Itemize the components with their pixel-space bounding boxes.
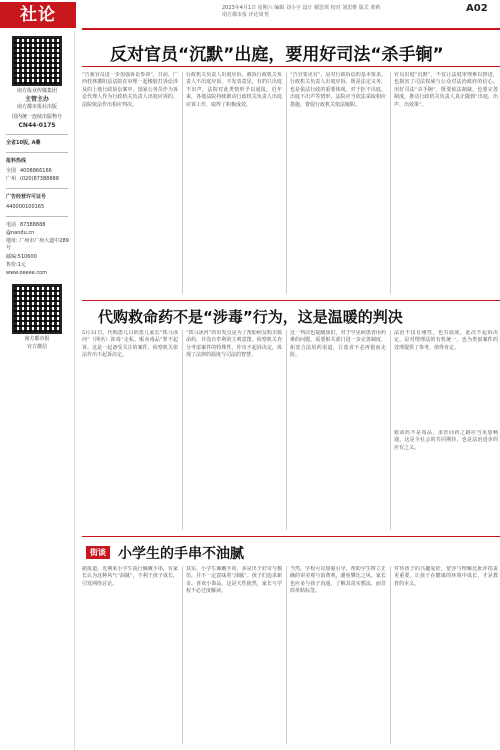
- column-divider: [182, 72, 183, 294]
- sidebar-divider: [6, 152, 68, 153]
- article-column: “铁马冰河”的出发点是为了帮助病友购买救命药，并没有牟利的主观意图。检察机关充分考虑案件的特殊性，作出不起诉决定，体现了法律的温度与司法的智慧。: [186, 330, 282, 359]
- price: 售价:1元: [6, 262, 26, 268]
- hotline-label: 全国: [6, 168, 17, 174]
- page-number: A02: [466, 3, 488, 14]
- article-headline: 小学生的手串不油腻: [118, 546, 244, 562]
- article-column: 当然，学校可以加强引导，帮助学生树立正确的审美观与消费观，避免攀比之风。家长也应多与孩子沟通，了解其真实想法，而非简单贴标签。: [290, 566, 386, 595]
- article-column: “告我官员进一步加强诉讼参训”，日前，广西桂林灌阳县法院在审理一起橡胶打诉讼涉及的上地行政诉讼案中，国家公务员作为诉讼代理人作为行政机关负责人出庭应诉的，法院依法作出相应判决。: [82, 72, 178, 108]
- column-divider: [182, 566, 183, 744]
- column-divider: [286, 566, 287, 744]
- publication-credit: 南方都市报 评论周刊: [222, 12, 269, 18]
- qr-caption: 南方都市报: [24, 336, 50, 342]
- hotline-number: 4008866166: [20, 168, 52, 174]
- header-divider: [82, 28, 500, 30]
- headline-rule: [82, 66, 500, 67]
- section-tag: 社论: [0, 2, 76, 28]
- page-header: [0, 0, 500, 30]
- qr-code-icon[interactable]: [12, 36, 62, 86]
- issn-label: 国内统一连续出版物号: [11, 114, 62, 120]
- section-rule: [82, 536, 500, 537]
- article-headline: 代购救命药不是“涉毒”行为，这是温暖的判决: [98, 308, 403, 326]
- publisher-role: 主管主办: [24, 96, 49, 103]
- article-column: 行政机关负责人出庭应诉，被诉行政机关负责人不出庭应诉，不发表意见，有的只出庭不出声，法院对此类情形予以通报。近年来，各地法院持续推动行政机关负责人出庭应诉工作，取得了积极成效。: [186, 72, 282, 108]
- article-column: 法治不仅有刚性，也有温度。此次不起诉决定，是对情理法的有机统一，也为类似案件的处理提供了参考，值得肯定。: [394, 330, 498, 351]
- license-title: 广告经营许可证号: [6, 194, 47, 200]
- article-column: 官员出庭“沉默”，不仅让法庭审理难以推进，也损害了司法权威与公众对法治政府的信心。用好司法“杀手锏”，既要依法制裁，也要完善制度，推动行政机关负责人真正做到“出庭、出声、出效果”。: [394, 72, 498, 108]
- phone-label: 电话: [6, 222, 17, 228]
- sidebar-divider: [6, 188, 68, 189]
- article-column: “告官要见官”，是对行政诉讼的基本要求。行政机关负责人出庭应诉，既是法定义务，也是依法行政的重要体现。对于拒不出庭、出庭不出声等情形，法院应当依法采取相应措施，督促行政机关依法履职。: [290, 72, 386, 108]
- issn-number: CN44-0175: [18, 122, 56, 129]
- email-domain: @nandu.cn: [6, 230, 35, 236]
- qr-code-icon[interactable]: [12, 284, 62, 334]
- hotline-title: 报料热线: [6, 158, 27, 164]
- section-rule: [82, 300, 500, 301]
- website-link[interactable]: www.oeeee.com: [6, 270, 48, 276]
- article-column: 对待孩子的兴趣爱好，宽容与理解比批评指责更重要。让孩子在健康的环境中成长，才是教育的本义。: [394, 566, 498, 587]
- column-badge: 街谈: [86, 546, 110, 559]
- guangzhou-label: 广州: [6, 176, 17, 182]
- edition-info: 全省10版, A叠: [6, 140, 41, 146]
- article-headline: 反对官员“沉默”出庭，要用好司法“杀手锏”: [110, 45, 444, 65]
- sidebar-divider: [6, 134, 68, 135]
- column-divider: [182, 330, 183, 530]
- column-divider: [286, 330, 287, 530]
- column-divider: [390, 566, 391, 744]
- article-column: 救命药不是毒品，求医问药之路应当更加畅通，这是全社会的共同期待，也是法治进步的应有之义。: [394, 430, 498, 451]
- postcode: 邮编:510600: [6, 254, 37, 260]
- issue-info: 2023年4月1日 星期六 编辑 刘小宇 设计 谢思琪 校对 刘思维 版式 黄莉: [222, 5, 381, 11]
- masthead-sidebar: [0, 30, 75, 750]
- article-column: 这一判决也提醒我们，对于罕见病患者用药难的问题，需要相关部门进一步完善制度，拓宽合法用药渠道，让患者不必再铤而走险。: [290, 330, 386, 359]
- article-column: 5月31日，代购患儿白药患儿家长“铁马冰河”（网名）涉毒“走私、贩卖毒品”罪不起诉。这是一起备受关注的案件，检察机关依法作出不起诉决定。: [82, 330, 178, 359]
- article-column: 据报道，近期某小学生流行佩戴手串，有家长认为这种风气“油腻”，不利于孩子成长，引发网络讨论。: [82, 566, 178, 587]
- guangzhou-number: (020)87388888: [20, 176, 59, 182]
- publisher-org: 南方都市报社出版: [16, 104, 57, 110]
- address: 地址: 广州市广州大道中289号: [6, 238, 69, 251]
- qr-caption: 南方报业传媒集团: [16, 88, 57, 94]
- column-divider: [390, 330, 391, 530]
- license-number: 440000100165: [6, 204, 45, 210]
- phone-number: 87388888: [20, 222, 46, 228]
- column-divider: [286, 72, 287, 294]
- article-column: 其实，小学生佩戴手串，多是出于好奇与模仿，并不一定意味着“油腻”。孩子们追求新奇、喜欢小饰品，这是天性使然，家长与学校不必过度解读。: [186, 566, 282, 595]
- qr-sub-caption: 官方微信: [26, 344, 47, 350]
- sidebar-divider: [6, 216, 68, 217]
- column-divider: [390, 72, 391, 294]
